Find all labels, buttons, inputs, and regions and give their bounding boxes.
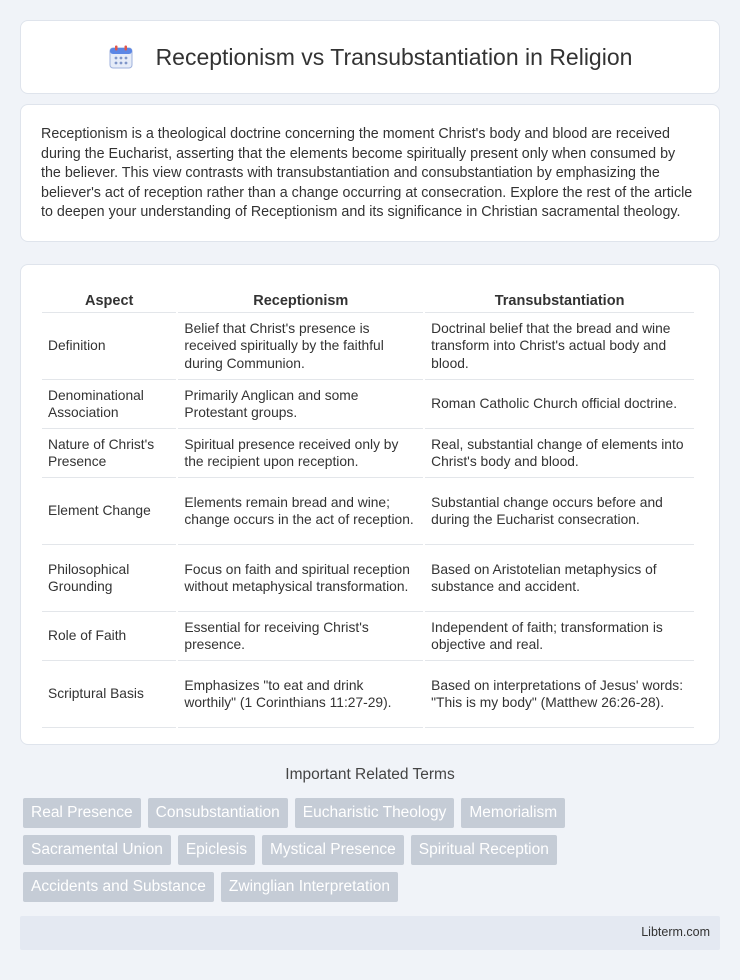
intro-text: Receptionism is a theological doctrine concerning the moment Christ's body and blood are received during the Eucharist, asserting that the elements become spiritually present only when consumed by the believer. This view contrasts with transubstantiation and consubstantiation by emphasizing the believer's act of reception rather than a change occurring at consecration. Explore the rest of the article to deepen your understanding of Receptionism and its significance in Christian sacramental theology. <box>41 126 693 221</box>
tag-eucharistic-theology[interactable]: Eucharistic Theology <box>295 798 455 828</box>
table-cell-transubstantiation: Real, substantial change of elements into Christ's body and blood. <box>425 429 694 478</box>
column-header-aspect: Aspect <box>42 285 176 313</box>
table-cell-receptionism: Belief that Christ's presence is received spiritually by the faithful during Communion. <box>178 313 423 380</box>
table-cell-aspect: Element Change <box>42 478 176 545</box>
table-cell-aspect: Definition <box>42 313 176 380</box>
footer <box>20 916 720 950</box>
comparison-table <box>40 285 696 728</box>
tag-zwinglian-interpretation[interactable]: Zwinglian Interpretation <box>221 872 398 902</box>
tag-sacramental-union[interactable]: Sacramental Union <box>23 835 171 865</box>
calendar-icon <box>108 44 134 70</box>
table-cell-transubstantiation: Doctrinal belief that the bread and wine transform into Christ's actual body and blood. <box>425 313 694 380</box>
table-row <box>42 478 694 545</box>
column-header-receptionism: Receptionism <box>178 285 423 313</box>
tag-row <box>23 835 723 865</box>
table-row <box>42 661 694 728</box>
table-cell-receptionism: Emphasizes "to eat and drink worthily" (1 Corinthians 11:27-29). <box>178 661 423 728</box>
table-cell-transubstantiation: Roman Catholic Church official doctrine. <box>425 380 694 429</box>
table-cell-receptionism: Focus on faith and spiritual reception without metaphysical transformation. <box>178 545 423 612</box>
table-cell-aspect: Nature of Christ's Presence <box>42 429 176 478</box>
footer-site-link[interactable]: Libterm.com <box>641 925 710 939</box>
table-cell-receptionism: Spiritual presence received only by the recipient upon reception. <box>178 429 423 478</box>
related-terms-list <box>23 798 723 909</box>
header-card <box>20 20 720 94</box>
table-cell-receptionism: Essential for receiving Christ's presence. <box>178 612 423 661</box>
table-row <box>42 313 694 380</box>
table-row <box>42 612 694 661</box>
table-cell-transubstantiation: Independent of faith; transformation is objective and real. <box>425 612 694 661</box>
tag-spiritual-reception[interactable]: Spiritual Reception <box>411 835 557 865</box>
tag-real-presence[interactable]: Real Presence <box>23 798 141 828</box>
page-title: Receptionism vs Transubstantiation in Religion <box>155 43 633 70</box>
related-terms-title: Important Related Terms <box>285 766 455 783</box>
tag-mystical-presence[interactable]: Mystical Presence <box>262 835 404 865</box>
tag-consubstantiation[interactable]: Consubstantiation <box>148 798 288 828</box>
table-cell-aspect: Philosophical Grounding <box>42 545 176 612</box>
table-row <box>42 545 694 612</box>
tag-accidents-and-substance[interactable]: Accidents and Substance <box>23 872 214 902</box>
table-row <box>42 429 694 478</box>
comparison-table-card <box>20 264 720 745</box>
table-cell-aspect: Role of Faith <box>42 612 176 661</box>
table-cell-receptionism: Primarily Anglican and some Protestant groups. <box>178 380 423 429</box>
table-cell-transubstantiation: Based on interpretations of Jesus' words: "This is my body" (Matthew 26:26-28). <box>425 661 694 728</box>
intro-card <box>20 104 720 242</box>
table-header-row <box>42 285 694 313</box>
tag-row <box>23 798 723 828</box>
table-cell-aspect: Scriptural Basis <box>42 661 176 728</box>
table-cell-transubstantiation: Based on Aristotelian metaphysics of substance and accident. <box>425 545 694 612</box>
tag-row <box>23 872 723 902</box>
column-header-transubstantiation: Transubstantiation <box>425 285 694 313</box>
table-cell-transubstantiation: Substantial change occurs before and during the Eucharist consecration. <box>425 478 694 545</box>
table-row <box>42 380 694 429</box>
tag-memorialism[interactable]: Memorialism <box>461 798 565 828</box>
tag-epiclesis[interactable]: Epiclesis <box>178 835 255 865</box>
table-cell-aspect: Denominational Association <box>42 380 176 429</box>
table-cell-receptionism: Elements remain bread and wine; change occurs in the act of reception. <box>178 478 423 545</box>
